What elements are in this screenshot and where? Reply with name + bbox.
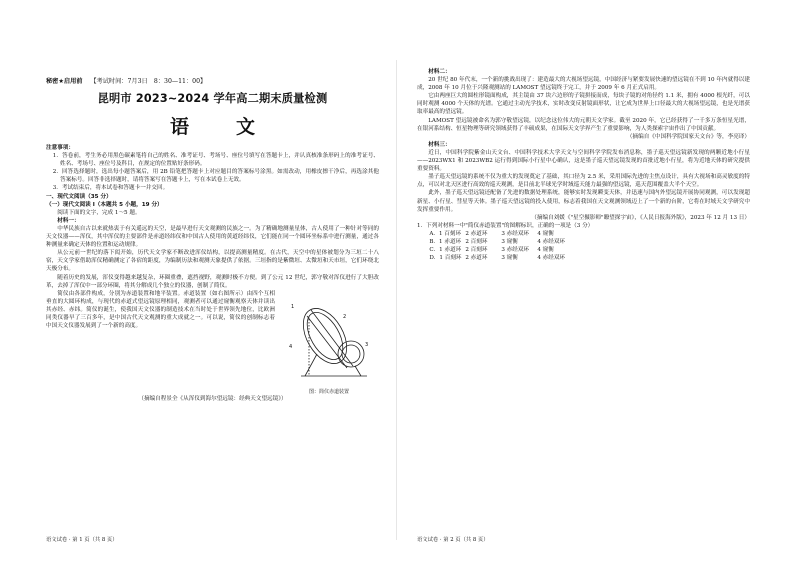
figure-caption: 图：简仪赤道装置 (308, 388, 349, 395)
paragraph: 墨子巡天望远镜的系统不仅为重大的发现奠定了基础，其口径为 2.5 米，采用国际先进的主焦点设计，具有大视场和高灵敏度的特点，可以对北天区进行高效的巡天观测，是目前北半球光学时域巡天能力最强的望远镜，巡天范围覆盖大半个天空。 (417, 174, 750, 189)
exam-time: 【考试时间：7月3日 8：30—11：00】 (90, 78, 207, 85)
notice-item: 2．回答选择题时，选出每小题答案后，用 2B 铅笔把答题卡上对应题目的答案标号涂黑。如需改动，用橡皮擦干净后，再选涂其他答案标号。回答非选择题时，请将答案写在答题卡上，写在本试卷上无效。 (52, 169, 379, 184)
source-citation: （摘编自程景全《从浑仪到海尔望远镜：经典天文望远镜》） (138, 395, 287, 402)
notice-title: 注意事项： (46, 145, 74, 151)
section-heading: 一、现代文阅读（35 分） (46, 193, 112, 200)
option-d: D．1 百刻环 2 赤道环 3 窥衡 4 赤经双环 (429, 255, 566, 262)
page-2 (397, 0, 794, 562)
answer-options (417, 230, 750, 263)
secret-mark: 秘密★启用前 (46, 78, 83, 85)
text-with-figure (46, 290, 379, 395)
paragraph: 20 世纪 80 年代末，一个新的挑战出现了：建造最大的大视场望远镜，中国经济与紧要发展快速的望远镜在不到 10 年内就得以建成，2008 年 10 月位于兴隆观测站的 LAMOST 望远镜终于完工，并于 2009 年 6 月正式启用。 (417, 77, 750, 92)
paragraph: 近日，中国科学院紫金山天文台、中国科学技术大学天文与空间科学学院发布消息称，墨子巡天望远镜新发现的两颗近地小行星——2023WX1 和 2023WB2 运行得到国际小行星中心确认，这是墨子巡天望远镜发现的首批近地小行星，将为近地天体的研究提供重要资料。 (417, 149, 750, 173)
material-title: 材料三： (428, 141, 451, 148)
notice-item: 3．考试结束后，将本试卷和答题卡一并交回。 (52, 185, 169, 192)
paragraph: 中华民族自古以来就热衷于有关遥远的天空，是最早进行天文观测的民族之一。为了精确地测量星体，古人使用了一种针对等同的天文仪器——浑仪，其中浑仪的主要部件是赤道经纬仪和中国古人使用的黄道经纬仪，它们能在同一个圆环坐标系中进行测量，通过各种测量来确定天体的位置和运动规律。 (46, 225, 379, 249)
page-footer: 语文试卷 · 第 2 页（共 8 页） (417, 537, 489, 543)
question-stem: 1．下列对材料一中"简仪赤道装置"的图解标识，正确的一项是（3 分） (417, 222, 594, 229)
svg-text:4: 4 (289, 343, 293, 350)
svg-text:3: 3 (365, 341, 369, 348)
subject-title: 语 文 (169, 116, 269, 138)
paragraph: 此外，墨子巡天望远镜还配备了先进的数据处理系统，能够实时发现瞬变天体，并迅速与国内外望远镜开展协同观测，可以发现超新星、小行星、彗星等天体。墨子巡天望远镜的投入使用，标志着我国在天文观测领域迈上了一个新的台阶，它将在时域天文学研究中发挥重要作用。 (417, 190, 750, 213)
notice-item: 1．答卷前，考生务必用黑色碳素笔将自己的姓名、准考证号、考场号、座位号填写在答题卡上，并认真核准条形码上的准考证号、姓名、考场号、座位号及科目，在规定的位置贴好条形码。 (52, 153, 379, 168)
paragraph: 随着历史的发展，浑仪变得越来越复杂，环圈重叠，遮挡视野，观测时极不方便。到了公元 12 世纪，郭守敬对浑仪进行了大胆改革，去掉了浑仪中一部分环圈，将其分解成几个独立的仪器，创制了简仪。 (46, 274, 379, 289)
option-c: C．1 赤道环 2 百刻环 3 赤经双环 4 窥衡 (429, 247, 554, 254)
header-line (46, 77, 379, 86)
figure (279, 290, 379, 395)
material-title: 材料一： (57, 217, 80, 224)
subsection-heading: （一）现代文阅读 Ⅰ（本题共 5 小题，19 分） (46, 201, 163, 208)
option-a: A．1 百刻环 2 赤道环 3 赤经双环 4 窥衡 (429, 230, 554, 237)
svg-text:1: 1 (291, 303, 295, 310)
paragraph: 简仪由各部件构成，分别为赤道装置和地平装置。赤道装置（如右图所示）由四个互相垂直的大圆环构成，与现代的赤道式望远镜原理相同，观测者可以通过窥衡观察天体并读出其赤经、赤纬。简仪的诞生，使我国天文仪器的制造技术在当时处于世界领先地位，比欧洲同类仪器早了三百多年，是中国古代天文观测的重大成就之一。可以说，简仪的创制标志着中国天文仪器发展到了一个新的高度。 (46, 290, 275, 330)
exam-title: 昆明市 2023~2024 学年高二期末质量检测 (97, 92, 328, 105)
paragraph: 它由两座巨大的圆柱形镜面构成，其主镜由 37 块六边形的子镜拼接而成，每块子镜的对角径约 1.1 米，拥有 4000 根光纤，可以同时观测 4000 个天体的光谱。它通过主动光学技术，实时改变反射镜面形状，让它成为世界上口径最大的大视场望远镜，也是光谱获取率最高的望远镜。 (417, 93, 750, 116)
paragraph: LAMOST 望远镜被命名为郭守敬望远镜，以纪念这位伟大的元朝天文学家。截至 2020 年，它已经获得了一千多万条恒星光谱，在银河系结构、恒星物理等研究领域获得了丰硕成果，在国际天文学界产生了重要影响，为人类探索宇宙作出了中国贡献。 (417, 117, 750, 132)
svg-text:2: 2 (343, 313, 347, 320)
source-citation: （摘编自刘媛《"星空摄影师"瞭望探宇宙》，《人民日报海外版》，2023 年 12 月 13 日） (531, 214, 750, 221)
armillary-equator-device-illustration (281, 296, 377, 386)
paragraph: 从公元前一世纪的落下闳开始，历代天文学家不断改进浑仪结构，以提高测量精度。在古代，天空中的星体被划分为三垣二十八宿，天文学家借助浑仪精确测定了各宿的距度，为编制历法和观测天象提供了依据。三垣指的是紫微垣、太微垣和天市垣，它们环绕北天极分布。 (46, 250, 379, 273)
page-footer: 语文试卷 · 第 1 页（共 8 页） (46, 537, 118, 543)
option-b: B．1 赤道环 2 百刻环 3 窥衡 4 赤经双环 (429, 239, 566, 246)
source-citation: （摘编自《中国科学院国家天文台》等，李亮译） (626, 133, 750, 140)
material-title: 材料二： (428, 69, 451, 75)
instruction: 阅读下面的文字，完成 1～5 题。 (57, 209, 141, 216)
